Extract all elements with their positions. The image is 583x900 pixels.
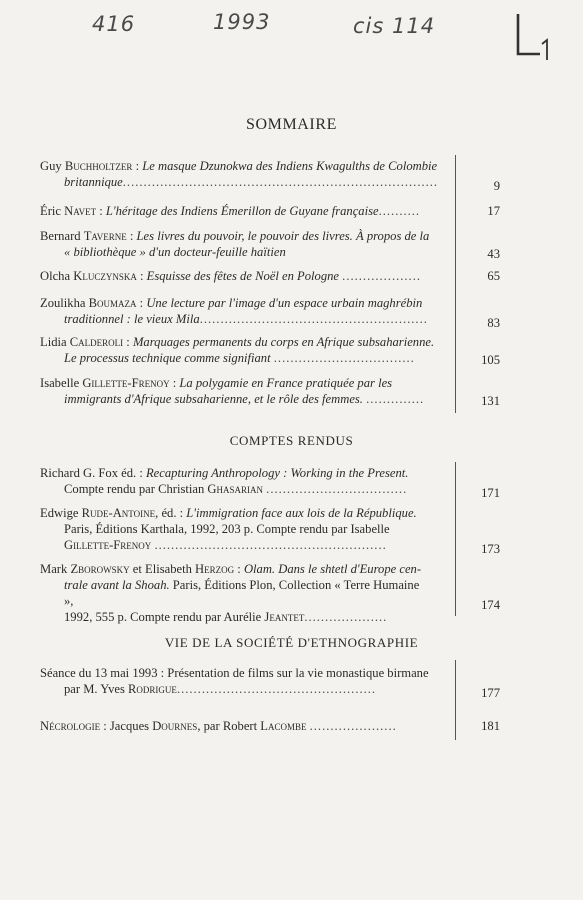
page-number: 9: [493, 179, 500, 193]
page-number: 174: [481, 598, 500, 612]
toc-entry: Bernard Taverne : Les livres du pouvoir, le pouvoir des livres. À propos de la « bibliothèque » d'un docteur-feuille haïtien 43: [40, 229, 500, 261]
section-title-sommaire: SOMMAIRE: [245, 116, 338, 133]
toc-entry: Lidia Calderoli : Marquages permanents du corps en Afrique subsaharienne. Le processus technique comme signifiant .................................. 105: [40, 335, 500, 367]
toc-entry: Isabelle Gillette-Frenoy : La polygamie en France pratiquée par les immigrants d'Afrique subsaharienne, et le rôle des femmes. .............. 131: [40, 376, 500, 408]
section-title-vie-societe: VIE DE LA SOCIÉTÉ D'ETHNOGRAPHIE: [164, 635, 419, 650]
review-entry: Mark Zborowsky et Elisabeth Herzog : Olam. Dans le shtetl d'Europe cen- trale avant la Shoah. Paris, Éditions Plon, Collection « Terre Humaine », 1992, 555 p. Compte rendu par Aurélie Jeantet.................... 174: [40, 562, 500, 624]
page-number: 65: [487, 269, 500, 283]
page-number: 43: [487, 247, 500, 261]
page-number: 171: [481, 486, 500, 500]
toc-entry: Zoulikha Boumaza : Une lecture par l'image d'un espace urbain maghrébin traditionnel : le vieux Mila....................................................... 83: [40, 296, 500, 330]
toc-entry: Éric Navet : L'héritage des Indiens Émerillon de Guyane française.......... 17: [40, 204, 500, 218]
society-entry: Nécrologie : Jacques Dournes, par Robert Lacombe ..................... 181: [40, 719, 500, 733]
handwritten-reference: cis 114: [353, 14, 436, 38]
page-number: 17: [487, 204, 500, 218]
page-number: 131: [481, 394, 500, 408]
page-number: 181: [481, 719, 500, 733]
handwritten-number-a: 416: [92, 12, 136, 36]
toc-entry: Guy Buchholtzer : Le masque Dzunokwa des Indiens Kwagulths de Colombie britannique............................................................................ 9: [40, 159, 500, 193]
page-number: 105: [481, 353, 500, 367]
page-number: 173: [481, 542, 500, 556]
page-number: 177: [481, 686, 500, 700]
handwritten-corner-mark: [514, 10, 552, 62]
section-title-comptes-rendus: COMPTES RENDUS: [229, 433, 354, 448]
review-entry: Edwige Rude-Antoine, éd. : L'immigration face aux lois de la République. Paris, Éditions Karthala, 1992, 203 p. Compte rendu par Isabelle Gillette-Frenoy ........................................................ 173: [40, 506, 500, 556]
society-entry: Séance du 13 mai 1993 : Présentation de films sur la vie monastique birmane par M. Yves Rodrigue................................................ 177: [40, 666, 500, 700]
toc-entry: Olcha Kluczynska : Esquisse des fêtes de Noël en Pologne ................... 65: [40, 269, 500, 283]
review-entry: Richard G. Fox éd. : Recapturing Anthropology : Working in the Present. Compte rendu par Christian Ghasarian .................................. 171: [40, 466, 500, 500]
handwritten-year: 1993: [213, 10, 271, 34]
page-number: 83: [487, 316, 500, 330]
